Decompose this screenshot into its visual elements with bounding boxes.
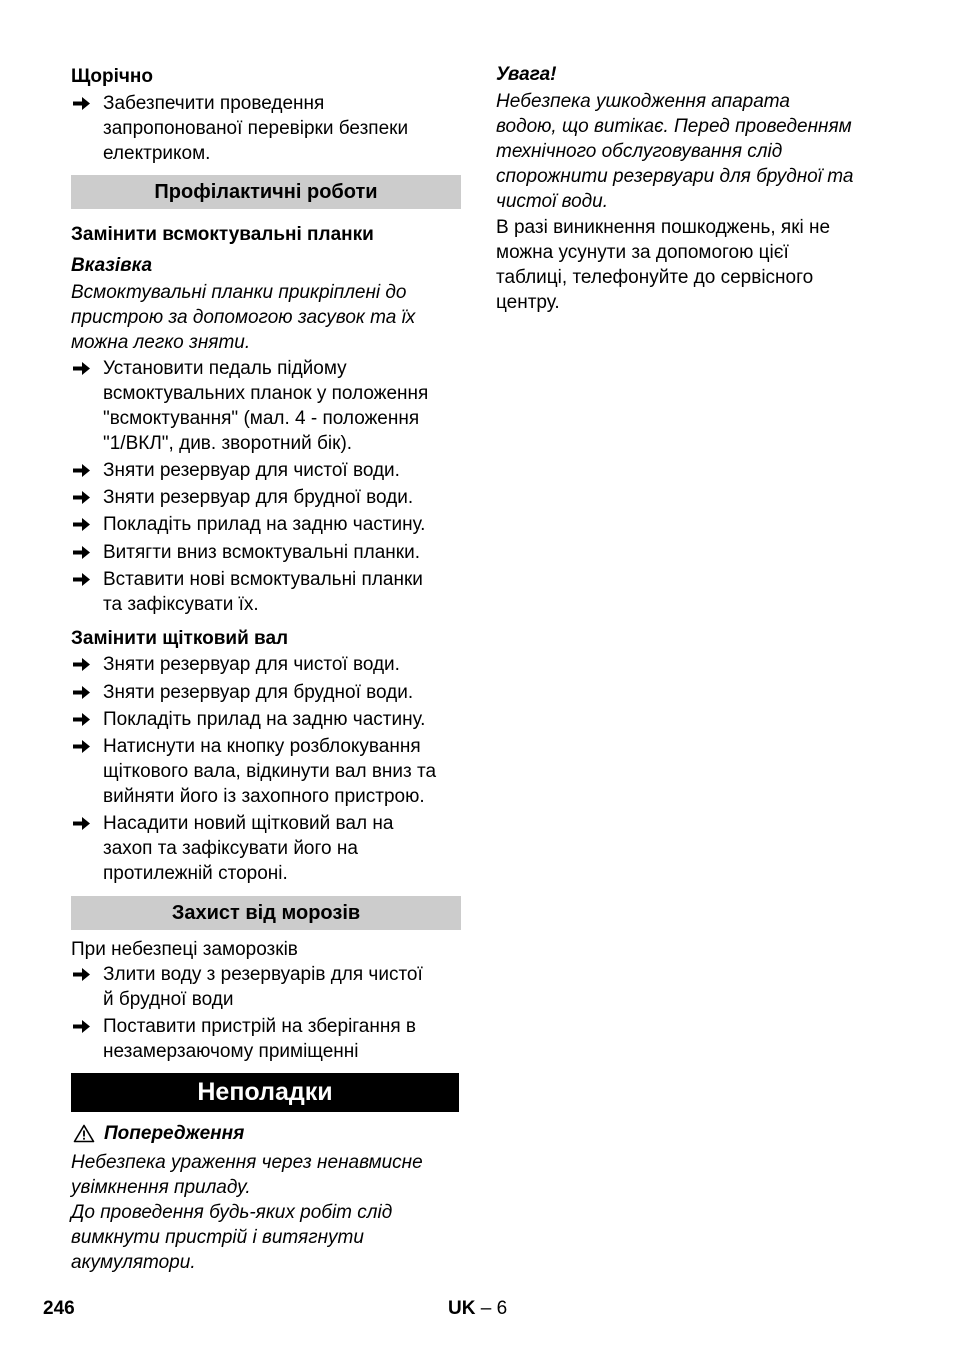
arrow-right-icon: [73, 356, 91, 381]
page-number: 246: [43, 1298, 75, 1319]
footer-section-ref: [448, 1296, 507, 1321]
warning-text-line: увімкнення приладу.: [71, 1177, 251, 1198]
info-text-line: центру.: [496, 292, 560, 313]
brush-step-line: щіткового вала, відкинути вал вниз та: [103, 761, 437, 782]
arrow-right-icon: [73, 1014, 91, 1039]
arrow-right-icon: [73, 540, 91, 565]
warning-triangle-icon: [73, 1121, 95, 1146]
strips-step-line: Вставити нові всмоктувальні планки: [103, 569, 423, 590]
caution-label: Увага!: [496, 64, 557, 85]
frost-intro: При небезпеці заморозків: [71, 939, 298, 960]
troubleshooting-section-band: Неполадки: [71, 1073, 459, 1112]
strips-step-line: Витягти вниз всмоктувальні планки.: [103, 542, 421, 563]
arrow-right-icon: [73, 91, 91, 116]
caution-text-line: Небезпека ушкодження апарата: [496, 91, 790, 112]
replace-strips-heading: Замінити всмоктувальні планки: [71, 224, 374, 245]
maintenance-section-band: Профілактичні роботи: [71, 175, 461, 209]
note-label: Вказівка: [71, 255, 153, 276]
info-text-line: В разі виникнення пошкоджень, які не: [496, 217, 831, 238]
strips-step-line: Установити педаль підйому: [103, 358, 347, 379]
strips-step-line: Зняти резервуар для брудної води.: [103, 487, 414, 508]
arrow-right-icon: [73, 734, 91, 759]
caution-text-line: чистої води.: [496, 191, 608, 212]
arrow-right-icon: [73, 652, 91, 677]
brush-step-line: протилежній стороні.: [103, 863, 288, 884]
annual-heading: Щорічно: [71, 66, 153, 87]
annual-step-line: Забезпечити проведення: [103, 93, 325, 114]
arrow-right-icon: [73, 512, 91, 537]
brush-step-line: Покладіть прилад на задню частину.: [103, 709, 426, 730]
brush-step-line: Насадити новий щітковий вал на: [103, 813, 394, 834]
arrow-right-icon: [73, 962, 91, 987]
arrow-right-icon: [73, 680, 91, 705]
arrow-right-icon: [73, 811, 91, 836]
note-text-line: можна легко зняти.: [71, 332, 251, 353]
footer-separator: –: [480, 1298, 492, 1319]
frost-step-line: й брудної води: [103, 989, 234, 1010]
strips-step-line: "всмоктування" (мал. 4 - положення: [103, 408, 420, 429]
brush-step-line: захоп та зафіксувати його на: [103, 838, 358, 859]
strips-step-line: та зафіксувати їх.: [103, 594, 259, 615]
note-text-line: Всмоктувальні планки прикріплені до: [71, 282, 407, 303]
brush-step-line: вийняти його із захопного пристрою.: [103, 786, 425, 807]
arrow-right-icon: [73, 707, 91, 732]
section-page-number: 6: [496, 1298, 508, 1319]
caution-text-line: технічного обслуговування слід: [496, 141, 783, 162]
replace-brush-heading: Замінити щітковий вал: [71, 628, 289, 649]
frost-step-line: незамерзаючому приміщенні: [103, 1041, 359, 1062]
strips-step-line: "1/ВКЛ", див. зворотний бік).: [103, 433, 353, 454]
frost-step-line: Поставити пристрій на зберігання в: [103, 1016, 417, 1037]
annual-step-line: запропонованої перевірки безпеки: [103, 118, 409, 139]
arrow-right-icon: [73, 458, 91, 483]
note-text-line: пристрою за допомогою засувок та їх: [71, 307, 416, 328]
brush-step-line: Натиснути на кнопку розблокування: [103, 736, 421, 757]
info-text-line: таблиці, телефонуйте до сервісного: [496, 267, 814, 288]
warning-text-line: акумулятори.: [71, 1252, 196, 1273]
info-text-line: можна усунути за допомогою цієї: [496, 242, 789, 263]
warning-text-line: До проведення будь-яких робіт слід: [71, 1202, 393, 1223]
brush-step-line: Зняти резервуар для брудної води.: [103, 682, 414, 703]
warning-label: Попередження: [104, 1123, 245, 1144]
brush-step-line: Зняти резервуар для чистої води.: [103, 654, 400, 675]
language-code: UK: [448, 1298, 476, 1319]
arrow-right-icon: [73, 567, 91, 592]
caution-text-line: спорожнити резервуари для брудної та: [496, 166, 854, 187]
strips-step-line: всмоктувальних планок у положення: [103, 383, 429, 404]
caution-text-line: водою, що витікає. Перед проведенням: [496, 116, 852, 137]
annual-step-line: електриком.: [103, 143, 211, 164]
arrow-right-icon: [73, 485, 91, 510]
frost-step-line: Злити воду з резервуарів для чистої: [103, 964, 423, 985]
frost-section-band: Захист від морозів: [71, 896, 461, 930]
strips-step-line: Зняти резервуар для чистої води.: [103, 460, 400, 481]
warning-text-line: Небезпека ураження через ненавмисне: [71, 1152, 423, 1173]
strips-step-line: Покладіть прилад на задню частину.: [103, 514, 426, 535]
warning-text-line: вимкнути пристрій і витягнути: [71, 1227, 364, 1248]
